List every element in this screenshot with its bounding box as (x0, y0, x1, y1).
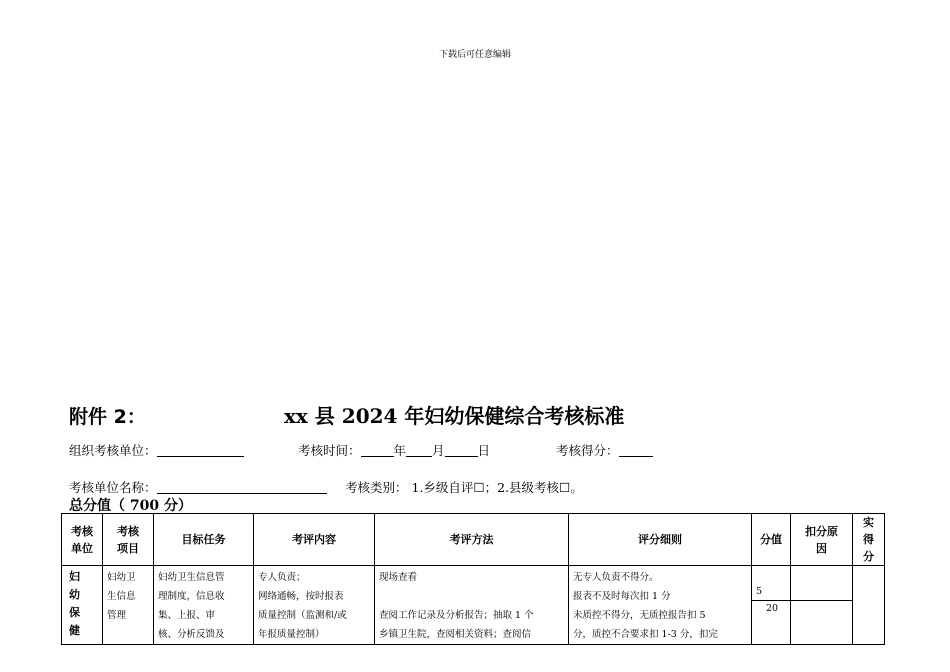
deduct-divider (791, 600, 852, 601)
score-value-1: 5 (756, 586, 763, 597)
day-blank[interactable] (445, 444, 478, 457)
total-label: 总分值（ (69, 498, 125, 514)
header-task: 目标任务 (154, 514, 254, 566)
header-deduct: 扣分原 因 (791, 514, 853, 566)
total-close: ） (177, 498, 192, 514)
cell-score (752, 566, 791, 645)
day-label: 日 (477, 443, 491, 458)
org-unit-label: 组织考核单位： (69, 443, 157, 458)
exam-score-field (556, 441, 653, 459)
document-title: xx 县 2024 年妇幼保健综合考核标准 (284, 404, 625, 428)
cell-actual[interactable] (853, 566, 885, 645)
year-label: 年 (393, 443, 407, 458)
month-label: 月 (432, 443, 445, 458)
header-content: 考评内容 (254, 514, 375, 566)
cell-item: 妇幼卫 生信息 管理 (103, 566, 154, 645)
category-options[interactable]: 1.乡级自评☐；2.县级考核☐。 (411, 480, 583, 495)
category-field (345, 478, 583, 496)
month-blank[interactable] (406, 444, 432, 457)
unit-name-label: 考核单位名称： (69, 480, 157, 495)
cell-task: 妇幼卫生信息管 理制度，信息收 集、上报、审 核、分析反馈及 (154, 566, 254, 645)
header-item: 考核 项目 (103, 514, 154, 566)
attachment-label: 附件 2： (69, 406, 146, 428)
header-score: 分值 (752, 514, 791, 566)
header-actual: 实 得 分 (853, 514, 885, 566)
score-divider (752, 600, 790, 601)
cell-unit: 妇 幼 保 健 (62, 566, 103, 645)
table-header-row (62, 514, 885, 566)
exam-time-label: 考核时间： (298, 443, 361, 458)
unit-name-blank[interactable] (157, 481, 327, 494)
header-method: 考评方法 (375, 514, 569, 566)
unit-name-field (69, 478, 327, 496)
total-value: 700 分 (129, 498, 178, 514)
total-score (69, 495, 192, 515)
cell-method: 现场查看 查阅工作记录及分析报告；抽取 1 个 乡镇卫生院，查阅相关资料；查阅信 (375, 566, 569, 645)
header-rules: 评分细则 (569, 514, 752, 566)
assessment-table (61, 513, 885, 645)
exam-score-label: 考核得分： (556, 443, 619, 458)
cell-deduct[interactable] (791, 566, 853, 645)
org-unit-blank[interactable] (157, 444, 244, 457)
header-unit: 考核 单位 (62, 514, 103, 566)
exam-time-field (298, 441, 490, 459)
category-label: 考核类别： (345, 480, 408, 495)
exam-score-blank[interactable] (619, 444, 653, 457)
header-note: 下载后可任意编辑 (438, 50, 511, 60)
table-row (62, 566, 885, 645)
score-value-2: 20 (766, 603, 779, 614)
cell-content: 专人负责； 网络通畅，按时报表 质量控制（监测和/或 年报质量控制） (254, 566, 375, 645)
cell-rules: 无专人负责不得分。 报表不及时每次扣 1 分 未质控不得分，无质控报告扣 5 分，质控不合要求扣 1-3 分，扣完 (569, 566, 752, 645)
year-blank[interactable] (361, 444, 394, 457)
org-unit-field (69, 441, 244, 459)
